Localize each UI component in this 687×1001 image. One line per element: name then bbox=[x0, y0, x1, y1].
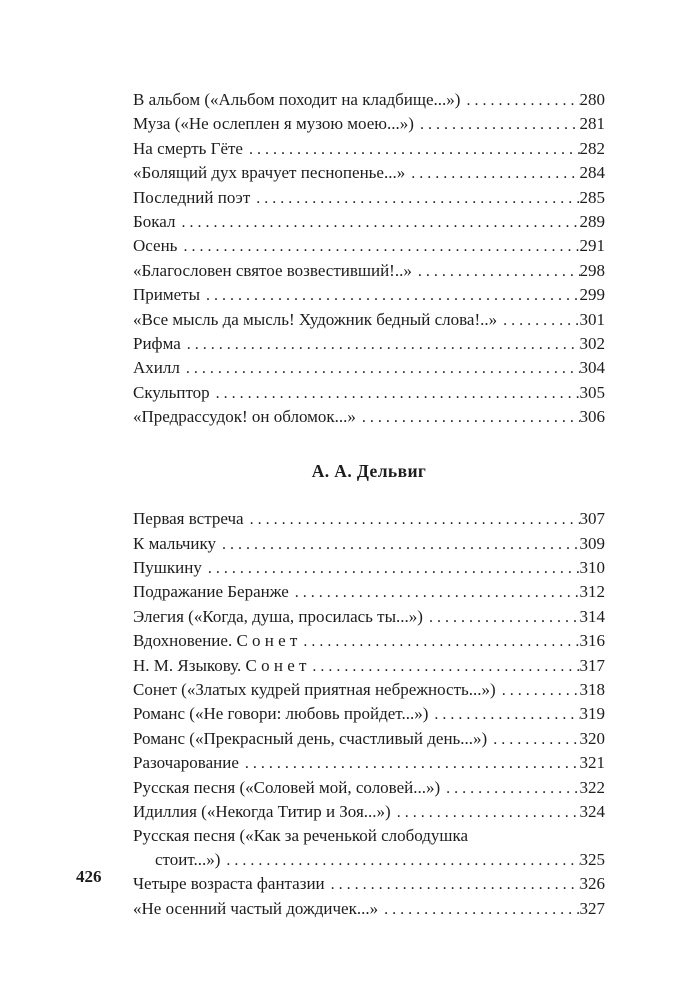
toc-entry-page: 291 bbox=[579, 236, 605, 256]
page-number-folio: 426 bbox=[76, 867, 102, 886]
toc-entry-title: Рифма bbox=[133, 334, 181, 354]
toc-entry-title: К мальчику bbox=[133, 533, 217, 553]
dot-leader bbox=[289, 581, 580, 604]
toc-entry bbox=[133, 654, 605, 678]
toc-entry-title: Вдохновение. С о н е т bbox=[133, 631, 298, 651]
dot-leader bbox=[243, 138, 580, 161]
dot-leader bbox=[391, 801, 580, 824]
toc-entry bbox=[133, 210, 605, 234]
dot-leader bbox=[428, 703, 579, 726]
toc-entry-page: 285 bbox=[579, 187, 605, 207]
toc-entry-title: Н. М. Языкову. С о н е т bbox=[133, 655, 307, 675]
toc-entry bbox=[133, 507, 605, 531]
toc-entry bbox=[133, 872, 605, 896]
toc-entry-title: стоит...») bbox=[155, 849, 221, 869]
toc-entry-page: 312 bbox=[579, 582, 605, 602]
dot-leader bbox=[181, 333, 580, 356]
toc-entry-page: 299 bbox=[579, 285, 605, 305]
dot-leader bbox=[177, 235, 579, 258]
toc-entry bbox=[133, 381, 605, 405]
toc-entry-page: 282 bbox=[579, 138, 605, 158]
toc-entry bbox=[133, 112, 605, 136]
toc-entry-title: Подражание Беранже bbox=[133, 582, 289, 602]
dot-leader bbox=[244, 508, 580, 531]
toc-entry-title: Романс («Не говори: любовь пройдет...») bbox=[133, 704, 429, 724]
toc-entry bbox=[133, 897, 605, 921]
toc-entry-title: Идиллия («Некогда Титир и Зоя...») bbox=[133, 801, 391, 821]
toc-entry-page: 280 bbox=[579, 90, 605, 109]
toc-entry-page: 305 bbox=[579, 382, 605, 402]
toc-entry-title: «Болящий дух врачует песнопенье...» bbox=[133, 163, 406, 183]
toc-entry-page: 302 bbox=[579, 334, 605, 354]
toc-entry-page: 284 bbox=[579, 163, 605, 183]
toc-entry-title: Элегия («Когда, душа, просилась ты...») bbox=[133, 606, 423, 626]
toc-entry-page: 314 bbox=[579, 606, 605, 626]
dot-leader bbox=[297, 630, 579, 653]
toc-entry-page: 298 bbox=[579, 260, 605, 280]
dot-leader bbox=[175, 211, 579, 234]
dot-leader bbox=[405, 162, 579, 185]
toc-entry-title: Первая встреча bbox=[133, 509, 244, 529]
toc-entry-page: 301 bbox=[579, 309, 605, 329]
dot-leader bbox=[200, 284, 579, 307]
toc-entry bbox=[133, 751, 605, 775]
toc-entry-page: 319 bbox=[579, 704, 605, 724]
dot-leader bbox=[202, 557, 580, 580]
toc-entry bbox=[133, 186, 605, 210]
toc-entry-title: «Благословен святое возвестивший!..» bbox=[133, 260, 412, 280]
dot-leader bbox=[378, 898, 579, 921]
toc-entry-page: 320 bbox=[579, 728, 605, 748]
dot-leader bbox=[496, 679, 580, 702]
dot-leader bbox=[239, 752, 580, 775]
toc-entry bbox=[133, 678, 605, 702]
toc-entry-page: 326 bbox=[579, 874, 605, 894]
toc-entry bbox=[133, 283, 605, 307]
dot-leader bbox=[423, 606, 580, 629]
toc-entry-page: 310 bbox=[579, 557, 605, 577]
toc-entry-page: 306 bbox=[579, 407, 605, 427]
toc-entry-title: Приметы bbox=[133, 285, 201, 305]
dot-leader bbox=[414, 113, 580, 136]
toc-entry-page: 309 bbox=[579, 533, 605, 553]
toc-entry bbox=[133, 629, 605, 653]
toc-entry bbox=[133, 259, 605, 283]
toc-entry bbox=[133, 605, 605, 629]
toc-entry-title: Четыре возраста фантазии bbox=[133, 874, 325, 894]
toc-entry-title: Муза («Не ослеплен я музою моею...») bbox=[133, 114, 414, 134]
toc-entry-title: Разочарование bbox=[133, 753, 239, 773]
dot-leader bbox=[210, 382, 580, 405]
toc-entry-title: «Все мысль да мысль! Художник бедный слова!..» bbox=[133, 309, 498, 329]
toc-entry-page: 322 bbox=[579, 777, 605, 797]
toc-entry-title: На смерть Гёте bbox=[133, 138, 243, 158]
toc-entry-title: Пушкину bbox=[133, 557, 202, 577]
dot-leader bbox=[180, 357, 580, 380]
dot-leader bbox=[356, 406, 580, 429]
toc-entry-page: 321 bbox=[579, 753, 605, 773]
toc-entry bbox=[133, 727, 605, 751]
toc-entry-title: Скульптор bbox=[133, 382, 210, 402]
toc-entry bbox=[133, 137, 605, 161]
dot-leader bbox=[306, 655, 579, 678]
toc-list-before-heading bbox=[133, 88, 605, 430]
toc-entry-page: 304 bbox=[579, 358, 605, 378]
toc-entry bbox=[133, 88, 605, 112]
dot-leader bbox=[220, 849, 579, 872]
toc-entry-page: 307 bbox=[579, 509, 605, 529]
toc-entry-title: Сонет («Златых кудрей приятная небрежность...») bbox=[133, 679, 496, 699]
dot-leader bbox=[216, 533, 579, 556]
toc-entry-title: «Предрассудок! он обломок...» bbox=[133, 407, 356, 427]
toc-entry bbox=[133, 405, 605, 429]
toc-entry-page: 281 bbox=[579, 114, 605, 134]
toc-entry-page: 289 bbox=[579, 212, 605, 232]
toc-entry bbox=[133, 332, 605, 356]
toc-entry-page: 317 bbox=[579, 655, 605, 675]
toc-list-after-heading bbox=[133, 507, 605, 921]
toc-entry bbox=[133, 356, 605, 380]
dot-leader bbox=[250, 187, 579, 210]
toc-entry-continuation bbox=[133, 848, 605, 872]
toc-entry bbox=[133, 161, 605, 185]
dot-leader bbox=[497, 309, 579, 332]
toc-entry-page: 327 bbox=[579, 898, 605, 918]
toc-entry bbox=[133, 580, 605, 604]
toc-entry-title: Романс («Прекрасный день, счастливый день...») bbox=[133, 728, 488, 748]
section-heading: А. А. Дельвиг bbox=[311, 460, 427, 481]
toc-entry-title: В альбом («Альбом походит на кладбище...») bbox=[133, 90, 461, 109]
toc-content bbox=[133, 88, 605, 921]
toc-entry-title: Последний поэт bbox=[133, 187, 251, 207]
toc-entry bbox=[133, 824, 605, 847]
toc-entry bbox=[133, 308, 605, 332]
toc-entry bbox=[133, 234, 605, 258]
dot-leader bbox=[440, 777, 579, 800]
toc-entry bbox=[133, 702, 605, 726]
toc-entry-title: Русская песня («Соловей мой, соловей...») bbox=[133, 777, 441, 797]
toc-entry-title: Русская песня («Как за реченькой слободушка bbox=[133, 826, 469, 846]
toc-entry bbox=[133, 532, 605, 556]
toc-entry bbox=[133, 556, 605, 580]
toc-entry bbox=[133, 800, 605, 824]
dot-leader bbox=[460, 89, 579, 112]
toc-entry-title: Осень bbox=[133, 236, 178, 256]
toc-entry bbox=[133, 776, 605, 800]
toc-entry-page: 318 bbox=[579, 679, 605, 699]
toc-entry-title: «Не осенний частый дождичек...» bbox=[133, 898, 379, 918]
dot-leader bbox=[325, 873, 580, 896]
toc-entry-title: Бокал bbox=[133, 212, 176, 232]
toc-entry-page: 325 bbox=[579, 849, 605, 869]
toc-entry-title: Ахилл bbox=[133, 358, 180, 378]
dot-leader bbox=[412, 260, 580, 283]
toc-entry-page: 324 bbox=[579, 801, 605, 821]
dot-leader bbox=[487, 728, 579, 751]
toc-entry-page: 316 bbox=[579, 631, 605, 651]
